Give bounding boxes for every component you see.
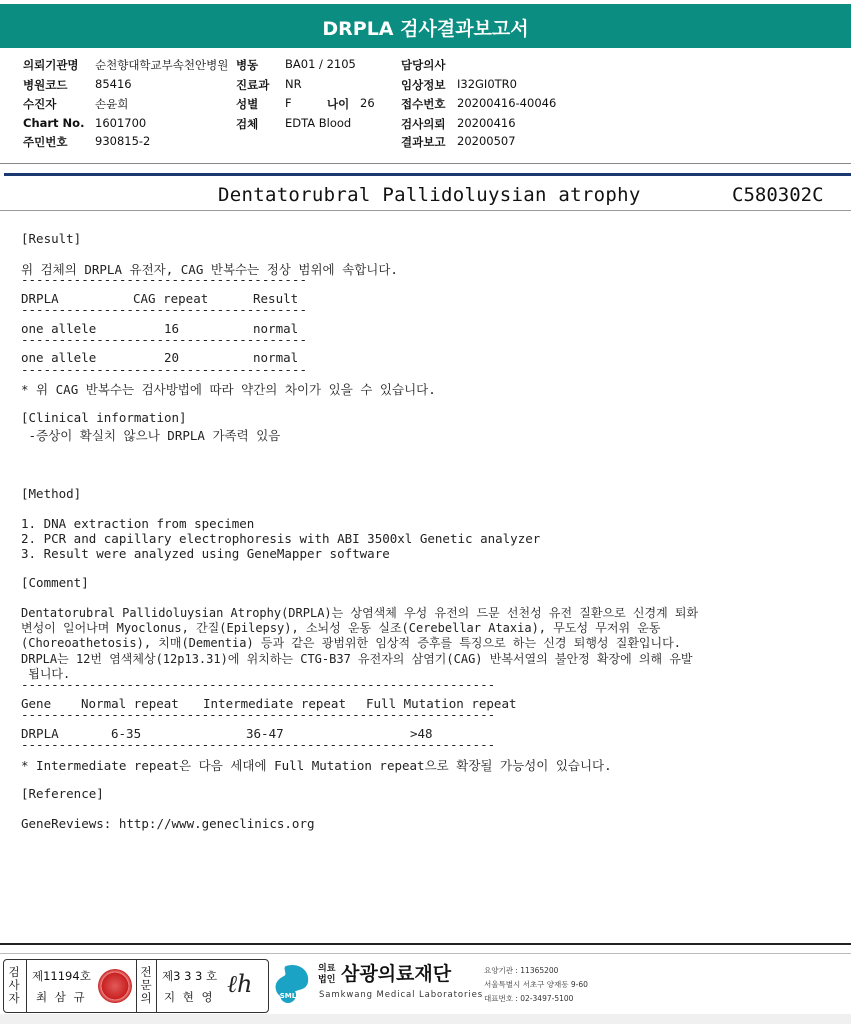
allele-label: one allele — [21, 321, 97, 336]
reference-heading: [Reference] — [21, 786, 104, 801]
inspector-name: 최 삼 규 — [36, 990, 87, 1004]
ward-value: BA01 / 2105 — [285, 57, 356, 71]
gene-name: DRPLA — [21, 726, 59, 741]
full-mutation-value: >48 — [410, 726, 433, 741]
specialist-name: 지 현 영 — [164, 990, 215, 1004]
logo-text: SML — [279, 992, 297, 1000]
intermediate-repeat-value: 36-47 — [246, 726, 284, 741]
specialist-label: 전문의 — [140, 965, 152, 1005]
specimen-label: 검체 — [236, 117, 259, 131]
org-code: 요양기관 : 11365200 — [484, 966, 559, 975]
chart-no-label: Chart No. — [23, 116, 85, 130]
comment-line: (Choreoathetosis), 치매(Dementia) 등과 같은 광범위한 임상적 증후를 특징으로 하는 신경 퇴행성 질환입니다. — [21, 636, 681, 650]
report-date-value: 20200507 — [457, 134, 516, 148]
org-prefix-line: 법인 — [318, 975, 336, 985]
comment-note: * Intermediate repeat은 다음 세대에 Full Mutation repeat으로 확장될 가능성이 있습니다. — [21, 758, 612, 773]
specimen-value: EDTA Blood — [285, 116, 352, 130]
divider — [4, 173, 851, 176]
header-row-institution — [23, 57, 79, 73]
org-phone: 대표번호 : 02-3497-5100 — [484, 994, 574, 1003]
age-label: 나이 — [327, 97, 350, 111]
signature-icon: ℓh — [227, 970, 253, 998]
samkwang-logo-icon — [272, 962, 314, 1004]
comment-heading: [Comment] — [21, 575, 89, 590]
org-address: 서울특별시 서초구 양재동 9-60 — [484, 980, 588, 989]
table-rule — [21, 712, 495, 718]
institution-label: 의뢰기관명 — [23, 58, 79, 72]
patient-label: 수진자 — [23, 97, 57, 111]
comment-line: DRPLA는 12번 염색체상(12p13.31)에 위치하는 CTG-B37 유전자의 삼염기(CAG) 반복서열의 불안정 확장에 의해 유발 — [21, 652, 693, 666]
test-code: C580302C — [732, 184, 824, 206]
inspector-label: 검사자 — [8, 965, 20, 1005]
resident-no-label: 주민번호 — [23, 135, 68, 149]
ward-label: 병동 — [236, 58, 259, 72]
result-col-result: Result — [253, 291, 299, 306]
request-date-label: 검사의뢰 — [401, 117, 446, 131]
method-step: 1. DNA extraction from specimen — [21, 516, 255, 531]
request-date-value: 20200416 — [457, 116, 516, 130]
divider — [0, 943, 851, 945]
org-english-name: Samkwang Medical Laboratories — [319, 990, 484, 1000]
reference-text: GeneReviews: http://www.geneclinics.org — [21, 816, 315, 831]
sex-label: 성별 — [236, 97, 259, 111]
table-rule — [21, 742, 495, 748]
age-value: 26 — [360, 96, 375, 110]
test-name: Dentatorubral Pallidoluysian atrophy — [218, 184, 641, 206]
department-label: 진료과 — [236, 78, 270, 92]
cag-repeat-value: 20 — [164, 350, 180, 365]
resident-no-value: 930815-2 — [95, 134, 151, 148]
table-rule — [21, 307, 307, 313]
divider — [156, 960, 157, 1012]
clinical-info-label: 임상정보 — [401, 78, 446, 92]
result-value: normal — [253, 321, 299, 336]
method-step: 3. Result were analyzed using GeneMapper software — [21, 546, 390, 561]
hospital-code-value: 85416 — [95, 77, 132, 91]
gene-col-normal: Normal repeat — [81, 696, 179, 711]
gene-col-full: Full Mutation repeat — [366, 696, 517, 711]
org-prefix-line: 의료 — [318, 964, 336, 974]
divider — [0, 163, 851, 164]
receipt-no-label: 접수번호 — [401, 97, 446, 111]
gene-col-gene: Gene — [21, 696, 52, 711]
report-title-banner — [0, 4, 851, 48]
patient-value: 손윤희 — [95, 97, 129, 111]
org-name: 삼광의료재단 — [341, 963, 452, 985]
receipt-no-value: 20200416-40046 — [457, 96, 557, 110]
hospital-code-label: 병원코드 — [23, 78, 68, 92]
result-col-drpla: DRPLA — [21, 291, 59, 306]
comment-line: 됩니다. — [21, 667, 71, 681]
result-heading: [Result] — [21, 231, 82, 246]
report-title: DRPLA 검사결과보고서 — [322, 18, 529, 40]
table-rule — [21, 277, 307, 283]
org-prefix — [318, 964, 335, 986]
cag-repeat-value: 16 — [164, 321, 180, 336]
clinical-info-value: I32GI0TR0 — [457, 77, 517, 91]
specialist-license-no: 제3 3 3 호 — [162, 969, 218, 983]
divider — [0, 953, 851, 954]
gene-col-intermediate: Intermediate repeat — [203, 696, 346, 711]
allele-label: one allele — [21, 350, 97, 365]
result-summary: 위 검체의 DRPLA 유전자, CAG 반복수는 정상 범위에 속합니다. — [21, 262, 398, 277]
bottom-bar — [0, 1014, 851, 1024]
table-rule — [21, 337, 307, 343]
table-rule — [21, 367, 307, 373]
result-value: normal — [253, 350, 299, 365]
inspector-license-no: 제11194호 — [32, 969, 91, 983]
divider — [0, 210, 851, 211]
chart-no-value: 1601700 — [95, 116, 147, 130]
normal-repeat-value: 6-35 — [111, 726, 142, 741]
result-note: * 위 CAG 반복수는 검사방법에 따라 약간의 차이가 있을 수 있습니다. — [21, 382, 436, 397]
institution-value: 순천향대학교부속천안병원 — [95, 58, 229, 72]
comment-line: Dentatorubral Pallidoluysian Atrophy(DRPLA)는 상염색체 우성 유전의 드문 선천성 유전 질환으로 신경계 퇴화 — [21, 606, 699, 620]
signature-box — [3, 959, 269, 1013]
method-step: 2. PCR and capillary electrophoresis with ABI 3500xl Genetic analyzer — [21, 531, 541, 546]
sex-value: F — [285, 96, 292, 110]
clinical-heading: [Clinical information] — [21, 410, 187, 425]
divider — [136, 960, 137, 1012]
seal-stamp-icon — [98, 969, 132, 1003]
report-date-label: 결과보고 — [401, 135, 446, 149]
comment-line: 변성이 일어나며 Myoclonus, 간질(Epilepsy), 소뇌성 운동 실조(Cerebellar Ataxia), 무도성 무저위 운동 — [21, 621, 661, 635]
result-col-cag: CAG repeat — [133, 291, 209, 306]
divider — [26, 960, 27, 1012]
doctor-label: 담당의사 — [401, 58, 446, 72]
method-heading: [Method] — [21, 486, 82, 501]
table-rule — [21, 682, 495, 688]
clinical-text: -증상이 확실치 않으나 DRPLA 가족력 있음 — [21, 428, 281, 443]
department-value: NR — [285, 77, 302, 91]
